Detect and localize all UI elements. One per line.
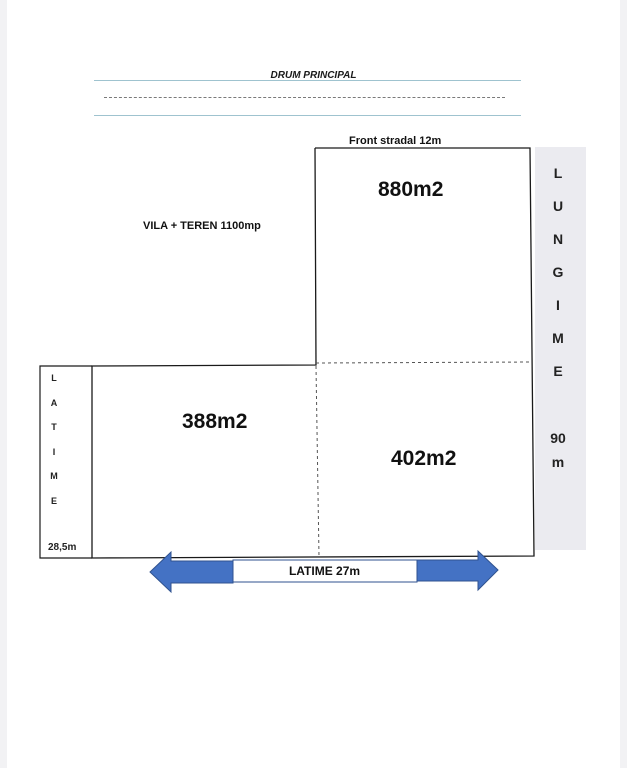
road-label: DRUM PRINCIPAL xyxy=(270,70,357,81)
length-letter: M xyxy=(552,330,564,346)
length-letter: U xyxy=(552,198,564,214)
width-letter: A xyxy=(50,397,58,408)
length-letter: I xyxy=(556,297,560,313)
street-front-label: Front stradal 12m xyxy=(349,135,442,147)
left-width-value: 28,5m xyxy=(48,542,77,553)
width-letter: L xyxy=(51,373,57,383)
width-letter: T xyxy=(51,422,57,432)
plot-outline xyxy=(92,148,534,558)
width-letter: I xyxy=(52,446,56,457)
dashed-vertical-divider xyxy=(316,366,319,557)
plot-area-bottom-left: 388m2 xyxy=(182,410,248,433)
length-letter: L xyxy=(553,165,563,181)
length-unit: m xyxy=(551,454,565,470)
plot-area-top: 880m2 xyxy=(378,178,444,201)
villa-land-label: VILA + TEREN 1100mp xyxy=(143,220,261,232)
width-vertical-label xyxy=(44,368,64,515)
length-letter: E xyxy=(553,363,563,379)
length-value: 90 xyxy=(550,430,566,446)
bottom-width-label: LATIME 27m xyxy=(288,564,361,578)
width-letter: M xyxy=(50,471,58,481)
width-letter: E xyxy=(50,495,57,506)
length-vertical-label xyxy=(548,160,568,391)
plot-area-bottom-right: 402m2 xyxy=(391,447,457,470)
dashed-horizontal-divider xyxy=(316,362,531,363)
length-letter: G xyxy=(552,264,564,280)
length-letter: N xyxy=(552,231,564,247)
